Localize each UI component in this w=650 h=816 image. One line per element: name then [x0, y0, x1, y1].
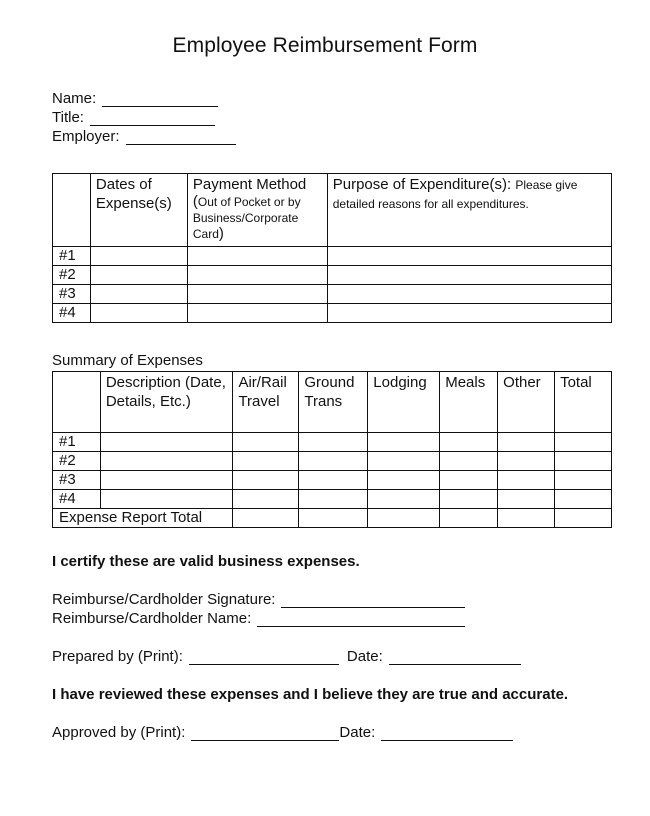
dates-header: Dates of Expense(s) — [90, 174, 187, 247]
prepared-by-line[interactable] — [189, 650, 339, 665]
total-cell[interactable] — [555, 471, 612, 490]
table-row — [53, 285, 612, 304]
prepared-by-field[interactable] — [52, 648, 521, 665]
employer-line[interactable] — [126, 130, 236, 145]
signature-line[interactable] — [281, 593, 465, 608]
row-number: #4 — [53, 490, 101, 509]
air-rail-cell[interactable] — [233, 490, 299, 509]
other-total-cell[interactable] — [498, 509, 555, 528]
air-rail-header: Air/Rail Travel — [233, 372, 299, 433]
approved-date-line[interactable] — [381, 726, 513, 741]
description-cell[interactable] — [100, 471, 233, 490]
description-header: Description (Date, Details, Etc.) — [100, 372, 233, 433]
approved-date-label: Date: — [339, 724, 376, 741]
purpose-cell[interactable] — [327, 285, 611, 304]
lodging-cell[interactable] — [368, 471, 440, 490]
approved-by-label: Approved by (Print): — [52, 724, 186, 741]
other-cell[interactable] — [498, 452, 555, 471]
lodging-cell[interactable] — [368, 490, 440, 509]
purpose-cell[interactable] — [327, 304, 611, 323]
other-cell[interactable] — [498, 471, 555, 490]
expense-report-total-label: Expense Report Total — [53, 509, 233, 528]
row-number: #3 — [53, 285, 91, 304]
employer-label: Employer: — [52, 128, 120, 145]
purpose-title: Purpose of Expenditure(s): — [332, 176, 512, 193]
other-header: Other — [498, 372, 555, 433]
table2-corner-cell — [53, 372, 101, 433]
purpose-header — [327, 174, 611, 247]
cardholder-name-field[interactable] — [52, 610, 465, 627]
purpose-cell[interactable] — [327, 247, 611, 266]
dates-cell[interactable] — [90, 285, 187, 304]
lodging-total-cell[interactable] — [368, 509, 440, 528]
grand-total-cell[interactable] — [555, 509, 612, 528]
summary-of-expenses-label: Summary of Expenses — [52, 352, 203, 369]
other-cell[interactable] — [498, 433, 555, 452]
table-row — [53, 304, 612, 323]
total-cell[interactable] — [555, 433, 612, 452]
payment-method-header — [187, 174, 327, 247]
lodging-cell[interactable] — [368, 452, 440, 471]
title-label: Title: — [52, 109, 84, 126]
table1-corner-cell — [53, 174, 91, 247]
table-row — [53, 490, 612, 509]
description-cell[interactable] — [100, 452, 233, 471]
payment-cell[interactable] — [187, 304, 327, 323]
title-line[interactable] — [90, 111, 215, 126]
expense-details-table — [52, 173, 612, 323]
name-label: Name: — [52, 90, 97, 107]
table-row — [53, 452, 612, 471]
prepared-date-label: Date: — [346, 648, 383, 665]
dates-cell[interactable] — [90, 304, 187, 323]
row-number: #2 — [53, 452, 101, 471]
row-number: #1 — [53, 247, 91, 266]
payment-cell[interactable] — [187, 266, 327, 285]
signature-field[interactable] — [52, 591, 465, 608]
table-row — [53, 247, 612, 266]
payment-method-note: (Out of Pocket or by Business/Corporate Card) — [192, 193, 301, 242]
row-number: #3 — [53, 471, 101, 490]
ground-cell[interactable] — [299, 471, 368, 490]
name-field[interactable] — [52, 90, 218, 107]
description-cell[interactable] — [100, 490, 233, 509]
approved-by-line[interactable] — [191, 726, 339, 741]
table2-header-row — [53, 372, 612, 433]
meals-header: Meals — [440, 372, 498, 433]
table-row — [53, 433, 612, 452]
table-row — [53, 471, 612, 490]
row-number: #4 — [53, 304, 91, 323]
employer-field[interactable] — [52, 128, 236, 145]
ground-cell[interactable] — [299, 490, 368, 509]
review-statement: I have reviewed these expenses and I believe they are true and accurate. — [52, 686, 569, 703]
certify-statement: I certify these are valid business expenses. — [52, 553, 360, 570]
payment-cell[interactable] — [187, 285, 327, 304]
title-field[interactable] — [52, 109, 215, 126]
ground-total-cell[interactable] — [299, 509, 368, 528]
ground-cell[interactable] — [299, 452, 368, 471]
meals-cell[interactable] — [440, 490, 498, 509]
dates-cell[interactable] — [90, 266, 187, 285]
row-number: #1 — [53, 433, 101, 452]
row-number: #2 — [53, 266, 91, 285]
payment-cell[interactable] — [187, 247, 327, 266]
prepared-by-label: Prepared by (Print): — [52, 648, 183, 665]
cardholder-name-line[interactable] — [257, 612, 465, 627]
meals-cell[interactable] — [440, 471, 498, 490]
meals-cell[interactable] — [440, 433, 498, 452]
other-cell[interactable] — [498, 490, 555, 509]
air-rail-cell[interactable] — [233, 452, 299, 471]
approved-by-field[interactable] — [52, 724, 513, 741]
cardholder-name-label: Reimburse/Cardholder Name: — [52, 610, 252, 627]
total-cell[interactable] — [555, 452, 612, 471]
air-rail-total-cell[interactable] — [233, 509, 299, 528]
lodging-header: Lodging — [368, 372, 440, 433]
ground-trans-header: Ground Trans — [299, 372, 368, 433]
meals-cell[interactable] — [440, 452, 498, 471]
total-cell[interactable] — [555, 490, 612, 509]
air-rail-cell[interactable] — [233, 471, 299, 490]
form-title: Employee Reimbursement Form — [172, 34, 478, 57]
table-row — [53, 266, 612, 285]
purpose-cell[interactable] — [327, 266, 611, 285]
prepared-date-line[interactable] — [389, 650, 521, 665]
payment-method-title: Payment Method — [192, 176, 307, 193]
name-line[interactable] — [102, 92, 218, 107]
lodging-cell[interactable] — [368, 433, 440, 452]
air-rail-cell[interactable] — [233, 433, 299, 452]
purpose-note: Please give detailed reasons for all expenditures. — [332, 178, 578, 211]
total-header: Total — [555, 372, 612, 433]
summary-table — [52, 371, 612, 528]
dates-cell[interactable] — [90, 247, 187, 266]
table1-header-row — [53, 174, 612, 247]
signature-label: Reimburse/Cardholder Signature: — [52, 591, 276, 608]
ground-cell[interactable] — [299, 433, 368, 452]
description-cell[interactable] — [100, 433, 233, 452]
total-row — [53, 509, 612, 528]
meals-total-cell[interactable] — [440, 509, 498, 528]
